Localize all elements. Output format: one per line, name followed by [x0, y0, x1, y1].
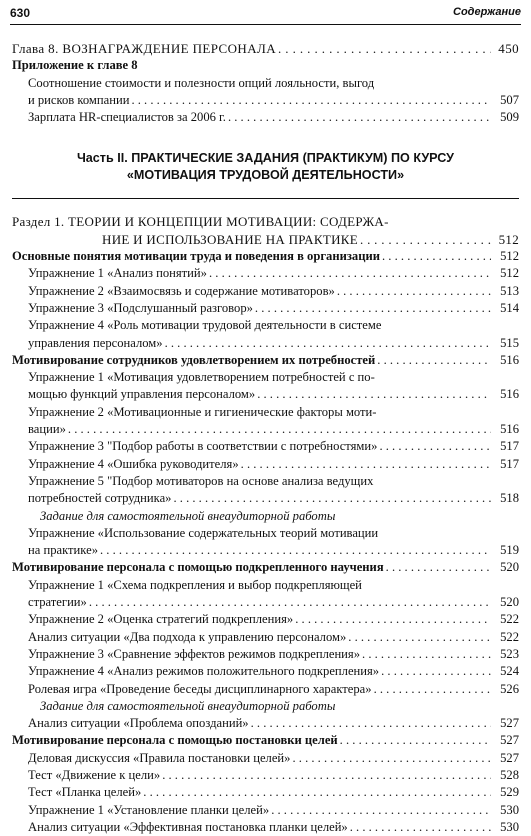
part-heading-line: Часть II. ПРАКТИЧЕСКИЕ ЗАДАНИЯ (ПРАКТИКУМ) ПО КУРСУ: [76, 151, 455, 166]
toc-page-number: 450: [498, 41, 519, 56]
toc-page-number: 526: [500, 681, 519, 696]
toc-entry-line: Упражнение «Использование содержательных теорий мотивации: [28, 525, 379, 540]
toc-task-heading: Задание для самостоятельной внеаудиторной работы: [40, 698, 336, 713]
toc-page-number: 514: [500, 300, 519, 315]
toc-entry-a2: [12, 109, 519, 126]
toc-entry: [12, 819, 519, 836]
toc-entry-title: Мотивирование персонала с помощью постановки целей: [12, 733, 338, 748]
toc-entry-line: потребностей сотрудника»: [28, 491, 172, 506]
toc-entry-title: Упражнение 1 «Анализ понятий»: [28, 266, 207, 281]
toc-page-number: 512: [500, 266, 519, 281]
toc-page-number: 529: [500, 785, 519, 800]
toc-entry-line: управления персоналом»: [28, 335, 163, 350]
toc-entry-title: Упражнение 3 "Подбор работы в соответствии с потребностями»: [28, 439, 378, 454]
toc-entry-title: Тест «Движение к цели»: [28, 767, 161, 782]
toc-page-number: 512: [498, 231, 519, 247]
toc-entry-title: Упражнение 4 «Анализ режимов положительного подкрепления»: [28, 664, 380, 679]
section-heading-line: НИЕ И ИСПОЛЬЗОВАНИЕ НА ПРАКТИКЕ: [102, 231, 358, 247]
toc-task-heading: Задание для самостоятельной внеаудиторной работы: [40, 508, 336, 523]
toc-topic-1: [12, 248, 519, 265]
toc-page-number: 520: [500, 595, 519, 610]
running-header: [10, 6, 521, 25]
toc-entry-a1-cont: [12, 92, 519, 109]
toc-page-number: 522: [500, 612, 519, 627]
toc-entry: [12, 283, 519, 300]
toc-page-number: 507: [500, 92, 519, 107]
toc-entry: [12, 784, 519, 801]
toc-page-number: 515: [500, 335, 519, 350]
toc-entry-cont: [12, 421, 519, 438]
toc-page-number: 517: [500, 456, 519, 471]
toc-entry-title: Глава 8. ВОЗНАГРАЖДЕНИЕ ПЕРСОНАЛА: [12, 41, 276, 56]
toc-page-number: 520: [500, 560, 519, 575]
toc-entry: [12, 663, 519, 680]
toc-entry-cont: [12, 386, 519, 403]
toc-entry: [12, 300, 519, 317]
toc-entry-title: Зарплата HR-специалистов за 2006 г.: [28, 110, 226, 125]
toc-page-number: 522: [500, 629, 519, 644]
toc-appendix-heading: Приложение к главе 8: [12, 58, 138, 73]
toc-entry: [12, 317, 519, 334]
toc-entry: [12, 473, 519, 490]
table-of-contents: [12, 28, 519, 836]
toc-entry-cont: [12, 335, 519, 352]
toc-page-number: 516: [500, 422, 519, 437]
toc-page-number: 527: [500, 716, 519, 731]
toc-entry-line: и рисков компании: [28, 92, 130, 107]
toc-page-number: 523: [500, 646, 519, 661]
toc-entry-title: Анализ ситуации «Проблема опозданий»: [28, 716, 249, 731]
toc-entry-cont: [12, 490, 519, 507]
toc-entry-chapter8: [12, 40, 519, 57]
toc-entry-title: Анализ ситуации «Два подхода к управлению персоналом»: [28, 629, 347, 644]
toc-entry: [12, 681, 519, 698]
page-number: 630: [10, 6, 31, 20]
toc-page-number: 517: [500, 439, 519, 454]
toc-entry-line: Упражнение 1 «Мотивация удовлетворением потребностей с по-: [28, 370, 375, 385]
toc-topic-3: [12, 559, 519, 576]
toc-entry: [12, 767, 519, 784]
toc-entry-a1: [12, 75, 519, 92]
toc-page-number: 509: [500, 110, 519, 125]
toc-entry-line: Упражнение 5 "Подбор мотиваторов на основе анализа ведущих: [28, 473, 374, 488]
toc-page-number: 524: [500, 664, 519, 679]
toc-entry: [12, 577, 519, 594]
toc-page-number: 530: [500, 819, 519, 834]
toc-entry: [12, 646, 519, 663]
toc-entry-title: Основные понятия мотивации труда и поведения в организации: [12, 249, 380, 264]
toc-entry-line: Упражнение 4 «Роль мотивации трудовой деятельности в системе: [28, 318, 382, 333]
toc-entry-title: Деловая дискуссия «Правила постановки целей»: [28, 750, 291, 765]
toc-entry-title: Упражнение 2 «Оценка стратегий подкрепления»: [28, 612, 294, 627]
toc-entry: [12, 629, 519, 646]
toc-entry-line: стратегии»: [28, 595, 87, 610]
toc-topic-4: [12, 732, 519, 749]
toc-page-number: 528: [500, 767, 519, 782]
toc-entry-line: мощью функций управления персоналом»: [28, 387, 256, 402]
toc-entry: [12, 750, 519, 767]
toc-entry-line: вации»: [28, 422, 66, 437]
toc-page-number: 512: [500, 249, 519, 264]
toc-entry-title: Мотивирование сотрудников удовлетворением их потребностей: [12, 352, 376, 367]
toc-entry: [12, 369, 519, 386]
toc-page-number: 513: [500, 283, 519, 298]
toc-entry: [12, 802, 519, 819]
section-heading-line: Раздел 1. ТЕОРИИ И КОНЦЕПЦИИ МОТИВАЦИИ: СОДЕРЖА-: [12, 214, 389, 230]
toc-page-number: 516: [500, 352, 519, 367]
toc-entry-line: Упражнение 2 «Мотивационные и гигиенические факторы моти-: [28, 404, 377, 419]
toc-page-number: 518: [500, 491, 519, 506]
toc-entry-title: Упражнение 4 «Ошибка руководителя»: [28, 456, 239, 471]
toc-page-number: 530: [500, 802, 519, 817]
toc-entry: [12, 456, 519, 473]
toc-entry: [12, 265, 519, 282]
toc-entry-cont: [12, 594, 519, 611]
toc-entry: [12, 525, 519, 542]
toc-entry-title: Мотивирование персонала с помощью подкрепленного научения: [12, 560, 384, 575]
toc-section-heading: [12, 213, 519, 248]
toc-entry-line: Соотношение стоимости и полезности опций лояльности, выгод: [28, 75, 375, 90]
toc-entry-line: на практике»: [28, 543, 98, 558]
toc-entry-cont: [12, 542, 519, 559]
toc-page-number: 527: [500, 750, 519, 765]
toc-entry-title: Упражнение 3 «Подслушанный разговор»: [28, 300, 253, 315]
toc-entry-title: Упражнение 1 «Установление планки целей»: [28, 802, 270, 817]
toc-entry-title: Упражнение 2 «Взаимосвязь и содержание мотиваторов»: [28, 283, 335, 298]
toc-entry-title: Анализ ситуации «Эффективная постановка планки целей»: [28, 819, 348, 834]
toc-entry: [12, 404, 519, 421]
running-section-title: Содержание: [453, 6, 521, 18]
part-heading: [12, 150, 519, 199]
toc-topic-2: [12, 352, 519, 369]
toc-entry-line: Упражнение 1 «Схема подкрепления и выбор подкрепляющей: [28, 577, 362, 592]
toc-entry: [12, 715, 519, 732]
toc-entry-title: Упражнение 3 «Сравнение эффектов режимов подкрепления»: [28, 646, 361, 661]
toc-entry: [12, 611, 519, 628]
part-heading-line: «МОТИВАЦИЯ ТРУДОВОЙ ДЕЯТЕЛЬНОСТИ»: [126, 168, 405, 183]
toc-page-number: 527: [500, 733, 519, 748]
toc-page-number: 519: [500, 543, 519, 558]
toc-entry-title: Тест «Планка целей»: [28, 785, 142, 800]
toc-entry: [12, 438, 519, 455]
toc-entry-title: Ролевая игра «Проведение беседы дисциплинарного характера»: [28, 681, 372, 696]
toc-page-number: 516: [500, 387, 519, 402]
